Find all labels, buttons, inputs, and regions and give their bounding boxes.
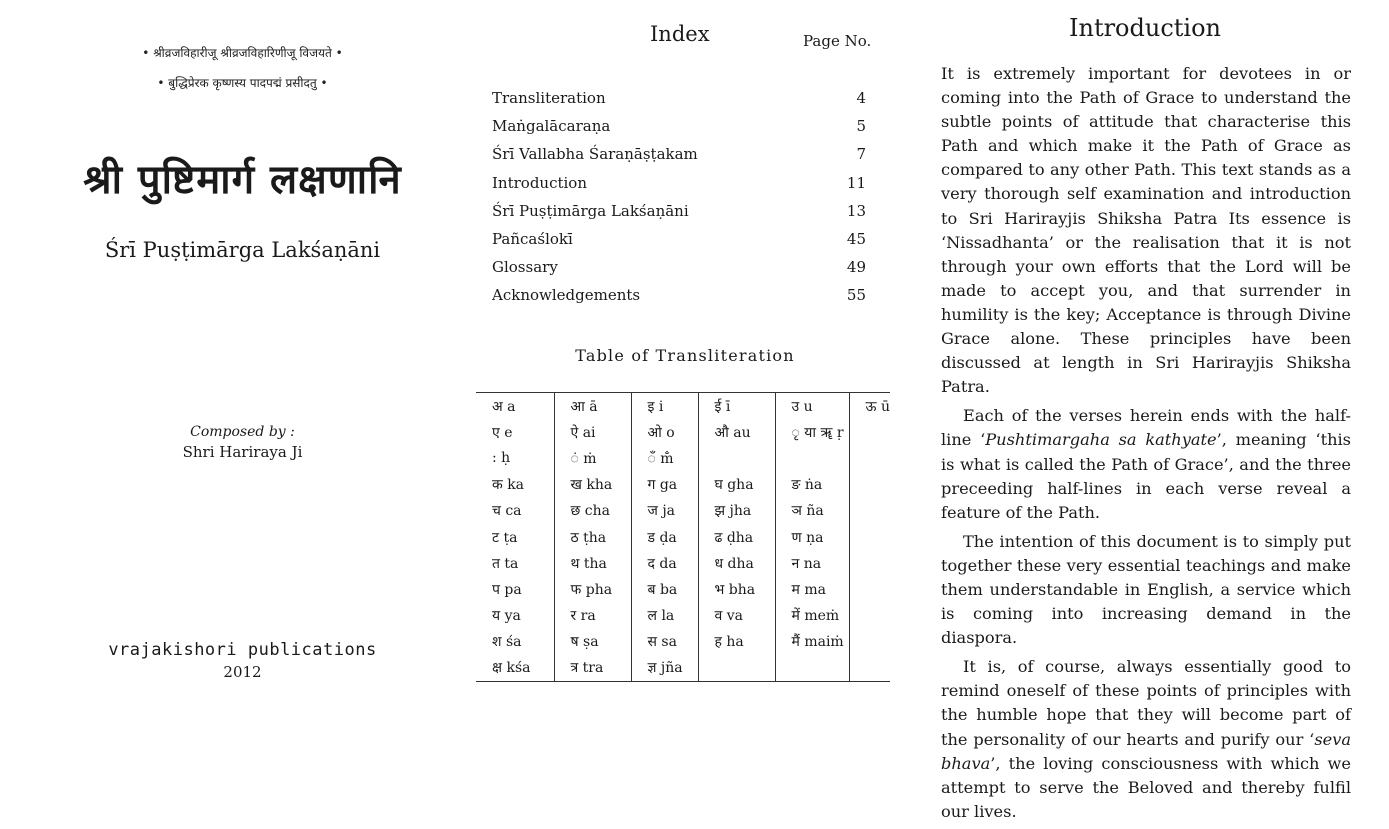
- transliteration-cell: औ au: [698, 419, 775, 445]
- invocation-line-2: • बुद्धिप्रेरक कृष्णस्य पादपद्मं प्रसीदतु •: [157, 76, 328, 90]
- transliteration-row: [476, 445, 890, 471]
- transliteration-cell: ओ o: [631, 419, 698, 445]
- index-entry-title: Śrī Vallabha Śaraṇāṣṭakam: [492, 145, 698, 164]
- transliteration-row: [476, 524, 890, 550]
- transliteration-cell: [849, 655, 890, 682]
- index-entry[interactable]: [492, 255, 866, 283]
- index-entry-title: Maṅgalācaraṇa: [492, 117, 611, 136]
- index-entry-page: 5: [856, 117, 866, 136]
- transliteration-cell: में meṁ: [775, 603, 849, 629]
- transliteration-cell: छ cha: [554, 498, 631, 524]
- transliteration-cell: ख kha: [554, 472, 631, 498]
- transliteration-cell: ज्ञ jña: [631, 655, 698, 682]
- transliteration-row: [476, 629, 890, 655]
- title-transliterated: Śrī Puṣṭimārga Lakśaṇāni: [104, 238, 381, 262]
- transliteration-cell: ष ṣa: [554, 629, 631, 655]
- transliteration-cell: प pa: [476, 576, 554, 602]
- transliteration-cell: भ bha: [698, 576, 775, 602]
- intro-paragraph-4: [941, 655, 1351, 824]
- transliteration-row: [476, 550, 890, 576]
- transliteration-cell: [775, 445, 849, 471]
- index-entry-page: 11: [846, 173, 866, 192]
- transliteration-cell: क ka: [476, 472, 554, 498]
- transliteration-cell: ए e: [476, 419, 554, 445]
- publication-year: 2012: [223, 663, 262, 681]
- index-entry[interactable]: [492, 142, 866, 170]
- transliteration-cell: य ya: [476, 603, 554, 629]
- index-list: [492, 86, 866, 312]
- index-heading: Index: [650, 22, 710, 46]
- transliteration-cell: ढ ḍha: [698, 524, 775, 550]
- transliteration-cell: ऊ ū: [865, 398, 890, 415]
- transliteration-cell: क्ष kśa: [476, 655, 554, 682]
- transliteration-cell: इ i: [631, 393, 698, 420]
- composed-by-label: Composed by :: [190, 424, 295, 440]
- page-no-heading: Page No.: [803, 32, 872, 50]
- transliteration-heading: Table of Transliteration: [575, 346, 795, 365]
- transliteration-row: [476, 419, 890, 445]
- transliteration-cell: ठ ṭha: [554, 524, 631, 550]
- transliteration-cell: अ a: [476, 393, 554, 420]
- introduction-heading: Introduction: [1069, 14, 1221, 42]
- transliteration-row: [476, 576, 890, 602]
- intro-italic-term: Pushtimargaha sa kathyate: [985, 430, 1217, 450]
- transliteration-row: [476, 603, 890, 629]
- transliteration-cell: झ jha: [698, 498, 775, 524]
- transliteration-cell: श śa: [476, 629, 554, 655]
- index-entry-page: 4: [856, 89, 866, 107]
- index-entry[interactable]: [492, 114, 866, 142]
- transliteration-cell: [849, 472, 890, 498]
- transliteration-row: [476, 472, 890, 498]
- transliteration-cell: [849, 629, 890, 655]
- transliteration-cell: ं ṁ: [554, 445, 631, 471]
- transliteration-cell: त ta: [476, 550, 554, 576]
- transliteration-cell: म ma: [775, 576, 849, 602]
- publisher-name: vrajakishori publications: [108, 640, 377, 660]
- transliteration-row: [476, 393, 890, 420]
- transliteration-cell: आ ā: [554, 393, 631, 420]
- transliteration-cell: ङ ṅa: [775, 472, 849, 498]
- transliteration-cell: [849, 576, 890, 602]
- transliteration-cell: ड ḍa: [631, 524, 698, 550]
- transliteration-cell: [849, 445, 890, 471]
- title-page: [0, 0, 485, 714]
- transliteration-cell: [849, 550, 890, 576]
- introduction-page: [935, 0, 1355, 821]
- transliteration-cell: [849, 603, 890, 629]
- intro-text: ’, meaning ‘this is what is called the Path of Grace’, and the three preceeding half-lines in each verse reveal a feature of the Path.: [941, 430, 1351, 522]
- transliteration-cell: [849, 419, 890, 445]
- intro-paragraph-1: It is extremely important for devotees in or coming into the Path of Grace to understand the subtle points of attitude that characterise this Path and which make it the Path of Grace as compared to any other Path. This text stands as a very thorough self examination and introduction to Sri Harirayjis Shiksha Patra Its essence is ‘Nissadhanta’ or the realisation that it is not through your own efforts that the Lord will be made to accept you, and that surrender in humility is the key; Acceptance is through Divine Grace alone. These principles have been discussed at length in Sri Harirayjis Shiksha Patra.: [941, 64, 1351, 397]
- transliteration-row: [476, 498, 890, 524]
- intro-italic-term: seva bhava: [941, 729, 1351, 773]
- transliteration-row: [476, 655, 890, 682]
- transliteration-cell: च ca: [476, 498, 554, 524]
- transliteration-cell: ध dha: [698, 550, 775, 576]
- transliteration-cell: ण ṇa: [775, 524, 849, 550]
- transliteration-cell: ऐ ai: [554, 419, 631, 445]
- transliteration-cell: [849, 524, 890, 550]
- composer-name: Shri Hariraya Ji: [182, 443, 303, 461]
- intro-paragraph-2: [941, 404, 1351, 524]
- transliteration-cell: [849, 498, 890, 524]
- index-entry-page: 7: [856, 145, 866, 164]
- transliteration-cell: स sa: [631, 629, 698, 655]
- index-entry[interactable]: [492, 86, 866, 114]
- transliteration-cell: द da: [631, 550, 698, 576]
- index-page: [470, 0, 900, 714]
- transliteration-cell: ल la: [631, 603, 698, 629]
- title-devanagari: श्री पुष्टिमार्ग लक्षणानि: [83, 157, 402, 203]
- transliteration-cell: फ pha: [554, 576, 631, 602]
- index-entry-title: Introduction: [492, 173, 587, 192]
- transliteration-cell: ट ṭa: [476, 524, 554, 550]
- index-entry-title: Śrī Puṣṭimārga Lakśaṇāni: [492, 201, 689, 220]
- index-entry-title: Pañcaślokī: [492, 229, 573, 248]
- index-entry-page: 45: [846, 229, 866, 248]
- transliteration-cell: ब ba: [631, 576, 698, 602]
- transliteration-cell: र ra: [554, 603, 631, 629]
- transliteration-cell: [775, 655, 849, 682]
- index-entry-title: Acknowledgements: [492, 286, 641, 305]
- transliteration-cell: घ gha: [698, 472, 775, 498]
- transliteration-cell: ञ ña: [775, 498, 849, 524]
- transliteration-cell: [698, 655, 775, 682]
- index-entry-title: Transliteration: [492, 89, 606, 107]
- transliteration-cell: [698, 445, 775, 471]
- index-entry-page: 13: [846, 201, 866, 220]
- transliteration-cell: न na: [775, 550, 849, 576]
- intro-text: Each of the verses herein ends with the half-line ‘: [941, 406, 1351, 450]
- transliteration-cell: ग ga: [631, 472, 698, 498]
- index-entry[interactable]: [492, 227, 866, 255]
- transliteration-cell: : ḥ: [476, 445, 554, 471]
- invocation-line-1: • श्रीव्रजविहारीजू श्रीव्रजविहारिणीजू विजयते •: [142, 46, 343, 60]
- transliteration-table: [476, 392, 890, 682]
- transliteration-cell: ँ m̐: [631, 445, 698, 471]
- transliteration-cell: उ u: [775, 393, 849, 420]
- transliteration-cell: ह ha: [698, 629, 775, 655]
- index-entry[interactable]: [492, 199, 866, 227]
- index-entry[interactable]: [492, 171, 866, 199]
- transliteration-cell: मैं maiṁ: [775, 629, 849, 655]
- transliteration-cell: व va: [698, 603, 775, 629]
- transliteration-cell: ृ या ॠ ṛ: [775, 419, 849, 445]
- index-entry-page: 49: [846, 258, 866, 277]
- transliteration-cell: त्र tra: [554, 655, 631, 682]
- intro-text: ’, the loving consciousness with which we attempt to serve the Beloved and thereby fulfil our lives.: [941, 753, 1351, 821]
- transliteration-cell: ई ī: [698, 393, 775, 420]
- index-entry[interactable]: [492, 283, 866, 311]
- transliteration-cell: थ tha: [554, 550, 631, 576]
- intro-paragraph-3: The intention of this document is to simply put together these very essential teachings and make them understandable in English, a service which is coming into increasing demand in the diaspora.: [941, 531, 1351, 648]
- index-entry-title: Glossary: [492, 258, 558, 277]
- intro-text: It is, of course, always essentially good to remind oneself of these points of principles with the humble hope that they will become part of the personality of our hearts and purify our ‘: [941, 657, 1351, 749]
- transliteration-cell: ज ja: [631, 498, 698, 524]
- index-entry-page: 55: [846, 286, 866, 305]
